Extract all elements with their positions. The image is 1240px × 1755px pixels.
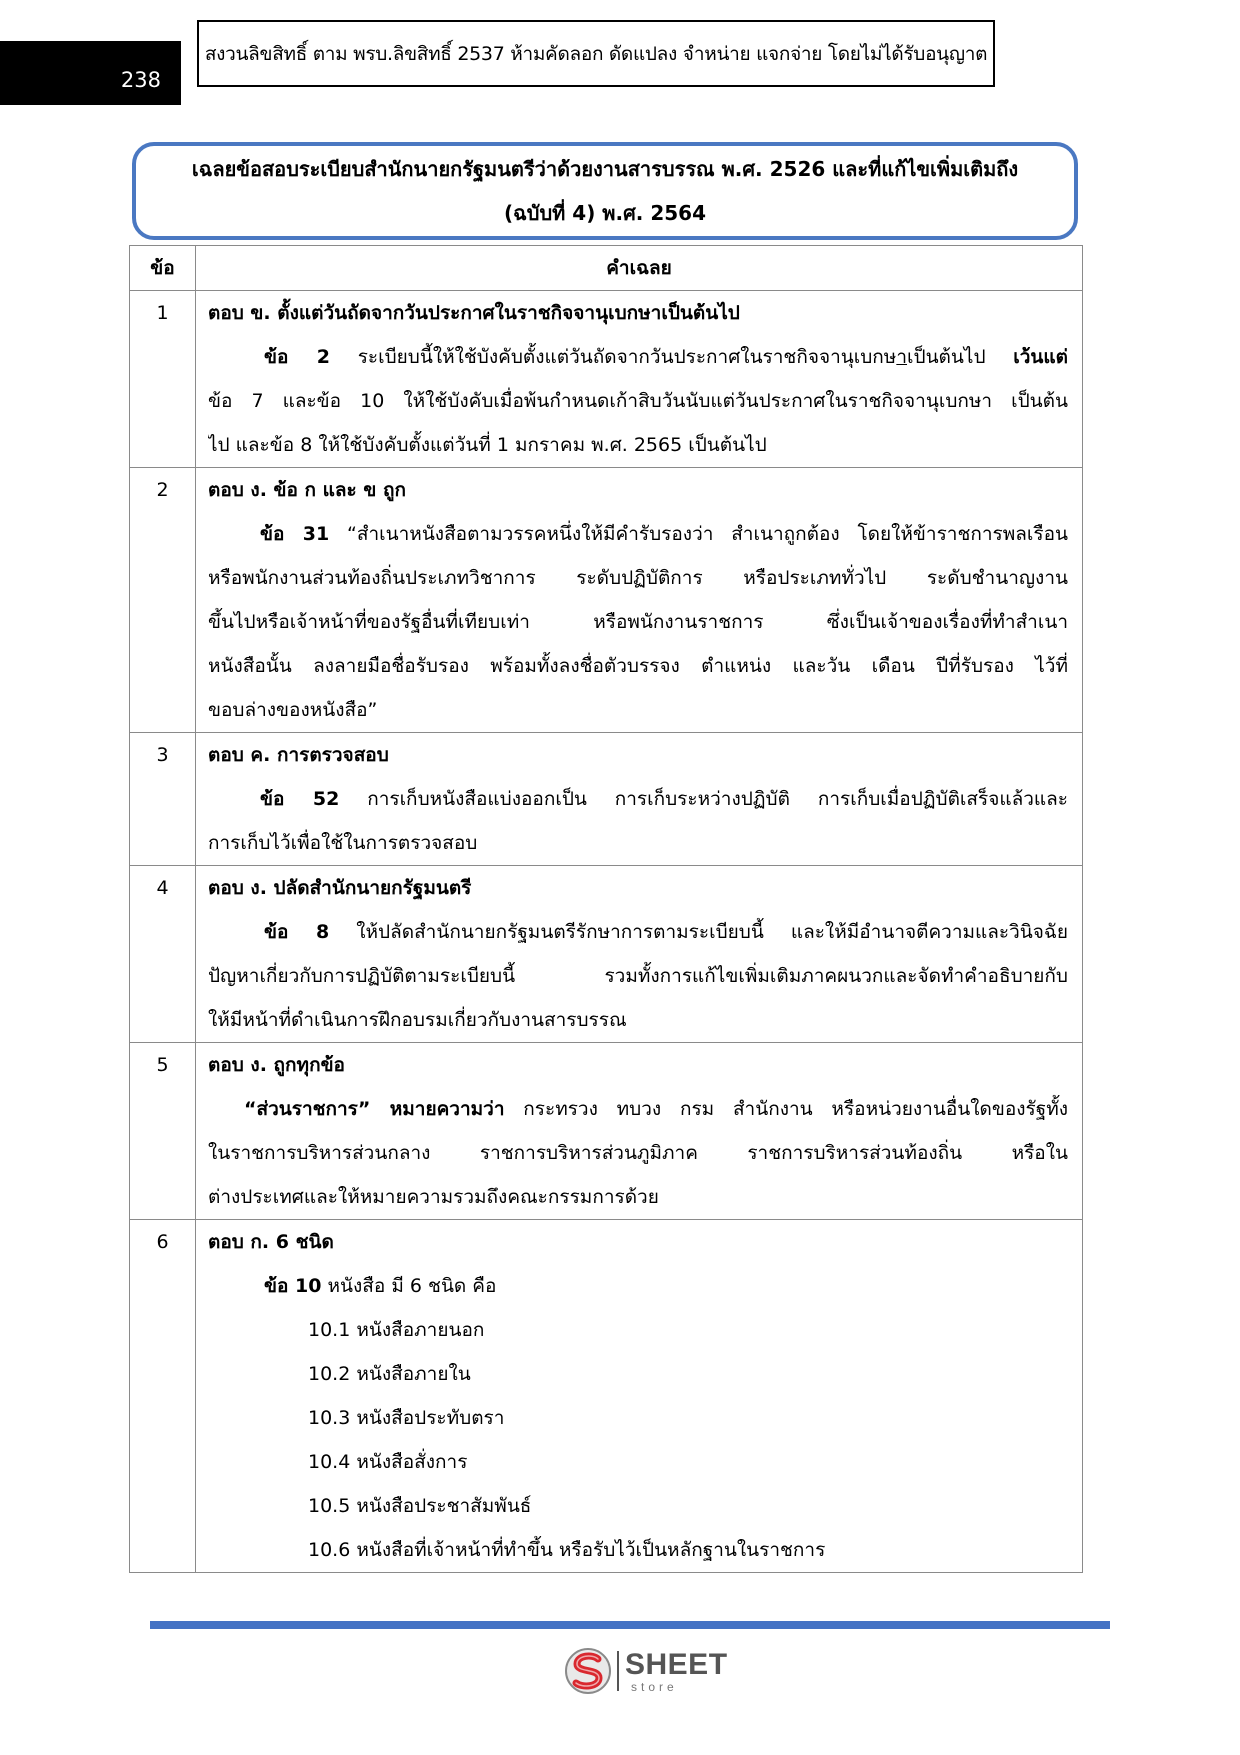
- term-definition: “ส่วนราชการ” หมายความว่า: [244, 1098, 505, 1120]
- logo-divider: [617, 1651, 619, 1691]
- table-row: [130, 468, 1083, 733]
- explanation-line: ขอบล่างของหนังสือ”: [208, 699, 378, 721]
- row-number: 4: [130, 866, 196, 1043]
- row-number: 6: [130, 1220, 196, 1573]
- explanation-line: ข้อ 7 และข้อ 10 ให้ใช้บังคับเมื่อพ้นกำหนดเก้าสิบวันนับแต่วันประกาศในราชกิจจานุเบกษา เป็นต้น: [208, 390, 1068, 412]
- row-answer: [196, 468, 1083, 733]
- page-number: 238: [0, 41, 181, 105]
- answer-table: [129, 245, 1083, 1573]
- answer-line: ตอบ ก. 6 ชนิด: [208, 1231, 334, 1253]
- row-answer: [196, 866, 1083, 1043]
- list-item: 10.5 หนังสือประชาสัมพันธ์: [308, 1495, 532, 1517]
- clause-reference: ข้อ 52: [260, 788, 340, 810]
- answer-line: ตอบ ง. ปลัดสำนักนายกรัฐมนตรี: [208, 877, 472, 899]
- text-span: ให้ปลัดสำนักนายกรัฐมนตรีรักษาการตามระเบียบนี้ และให้มีอำนาจตีความและวินิจฉัย: [356, 921, 1068, 943]
- logo-s-icon: [563, 1646, 613, 1696]
- answer-line: ตอบ ง. ถูกทุกข้อ: [208, 1054, 345, 1076]
- clause-reference: ข้อ 2: [264, 346, 330, 368]
- row-answer: [196, 291, 1083, 468]
- logo-subtitle: store: [631, 1679, 678, 1694]
- explanation-line: [208, 512, 1068, 556]
- table-row: [130, 291, 1083, 468]
- footer-divider: [150, 1621, 1110, 1629]
- table-row: [130, 1220, 1083, 1573]
- row-answer: [196, 733, 1083, 866]
- list-item: 10.3 หนังสือประทับตรา: [308, 1407, 505, 1429]
- explanation-line: [208, 777, 1068, 821]
- explanation-line: ในราชการบริหารส่วนกลาง ราชการบริหารส่วนภูมิภาค ราชการบริหารส่วนท้องถิ่น หรือใน: [208, 1142, 1068, 1164]
- answer-line: ตอบ ง. ข้อ ก และ ข ถูก: [208, 479, 406, 501]
- explanation-line: ต่างประเทศและให้หมายความรวมถึงคณะกรรมการด้วย: [208, 1186, 659, 1208]
- text-span: เป็นต้นไป: [907, 346, 986, 368]
- clause-reference: ข้อ 31: [260, 523, 330, 545]
- text-span: ระเบียบนี้ให้ใช้บังคับตั้งแต่วันถัดจากวันประกาศในราชกิจจานุเบกษ: [357, 346, 897, 368]
- title-line-1: เฉลยข้อสอบระเบียบสำนักนายกรัฐมนตรีว่าด้วยงานสารบรรณ พ.ศ. 2526 และที่แก้ไขเพิ่มเติมถึง: [191, 157, 1019, 181]
- text-span: เว้นแต่: [1013, 346, 1068, 368]
- text-span: “สำเนาหนังสือตามวรรคหนึ่งให้มีคำรับรองว่า สำเนาถูกต้อง โดยให้ข้าราชการพลเรือน: [347, 523, 1068, 545]
- explanation-line: [208, 1087, 1068, 1131]
- column-header-no: ข้อ: [130, 246, 196, 291]
- explanation-line: การเก็บไว้เพื่อใช้ในการตรวจสอบ: [208, 832, 478, 854]
- explanation-line: หรือพนักงานส่วนท้องถิ่นประเภทวิชาการ ระดับปฏิบัติการ หรือประเภททั่วไป ระดับชำนาญงาน: [208, 567, 1068, 589]
- explanation-line: [208, 910, 1068, 954]
- logo-text: [625, 1647, 728, 1694]
- logo-name: SHEET: [625, 1647, 728, 1681]
- column-header-answer: คำเฉลย: [196, 246, 1083, 291]
- row-answer: [196, 1220, 1083, 1573]
- list-item: 10.2 หนังสือภายใน: [308, 1363, 471, 1385]
- row-number: 5: [130, 1043, 196, 1220]
- clause-reference: ข้อ 10: [264, 1275, 322, 1297]
- table-row: [130, 866, 1083, 1043]
- answer-line: ตอบ ข. ตั้งแต่วันถัดจากวันประกาศในราชกิจจานุเบกษาเป็นต้นไป: [208, 302, 740, 324]
- list-item: 10.6 หนังสือที่เจ้าหน้าที่ทำขึ้น หรือรับไว้เป็นหลักฐานในราชการ: [308, 1539, 826, 1561]
- text-span: า: [896, 346, 908, 368]
- clause-reference: ข้อ 8: [264, 921, 330, 943]
- explanation-line: [208, 1264, 1068, 1308]
- answer-line: ตอบ ค. การตรวจสอบ: [208, 744, 389, 766]
- row-number: 2: [130, 468, 196, 733]
- row-number: 3: [130, 733, 196, 866]
- list-item: 10.4 หนังสือสั่งการ: [308, 1451, 468, 1473]
- title-box: [132, 142, 1078, 240]
- table-row: [130, 1043, 1083, 1220]
- text-span: หนังสือ มี 6 ชนิด คือ: [327, 1275, 497, 1297]
- text-span: การเก็บหนังสือแบ่งออกเป็น การเก็บระหว่างปฏิบัติ การเก็บเมื่อปฏิบัติเสร็จแล้วและ: [367, 788, 1068, 810]
- table-header-row: [130, 246, 1083, 291]
- explanation-line: หนังสือนั้น ลงลายมือชื่อรับรอง พร้อมทั้งลงชื่อตัวบรรจง ตำแหน่ง และวัน เดือน ปีที่รับรอง ไว้ที่: [208, 655, 1068, 677]
- explanation-line: ให้มีหน้าที่ดำเนินการฝึกอบรมเกี่ยวกับงานสารบรรณ: [208, 1009, 627, 1031]
- explanation-line: [208, 335, 1068, 379]
- table-row: [130, 733, 1083, 866]
- row-answer: [196, 1043, 1083, 1220]
- sheet-store-logo: [563, 1644, 743, 1698]
- list-item: 10.1 หนังสือภายนอก: [308, 1319, 485, 1341]
- row-number: 1: [130, 291, 196, 468]
- explanation-line: ขึ้นไปหรือเจ้าหน้าที่ของรัฐอื่นที่เทียบเท่า หรือพนักงานราชการ ซึ่งเป็นเจ้าของเรื่องที่ทำสำเนา: [208, 611, 1068, 633]
- explanation-line: ไป และข้อ 8 ให้ใช้บังคับตั้งแต่วันที่ 1 มกราคม พ.ศ. 2565 เป็นต้นไป: [208, 434, 767, 456]
- copyright-notice: สงวนลิขสิทธิ์ ตาม พรบ.ลิขสิทธิ์ 2537 ห้ามคัดลอก ดัดแปลง จำหน่าย แจกจ่าย โดยไม่ได้รับอนุญาต: [197, 20, 995, 87]
- explanation-line: ปัญหาเกี่ยวกับการปฏิบัติตามระเบียบนี้ รวมทั้งการแก้ไขเพิ่มเติมภาคผนวกและจัดทำคำอธิบายกับ: [208, 965, 1068, 987]
- title-line-2: (ฉบับที่ 4) พ.ศ. 2564: [503, 201, 707, 225]
- text-span: กระทรวง ทบวง กรม สำนักงาน หรือหน่วยงานอื่นใดของรัฐทั้ง: [523, 1098, 1068, 1120]
